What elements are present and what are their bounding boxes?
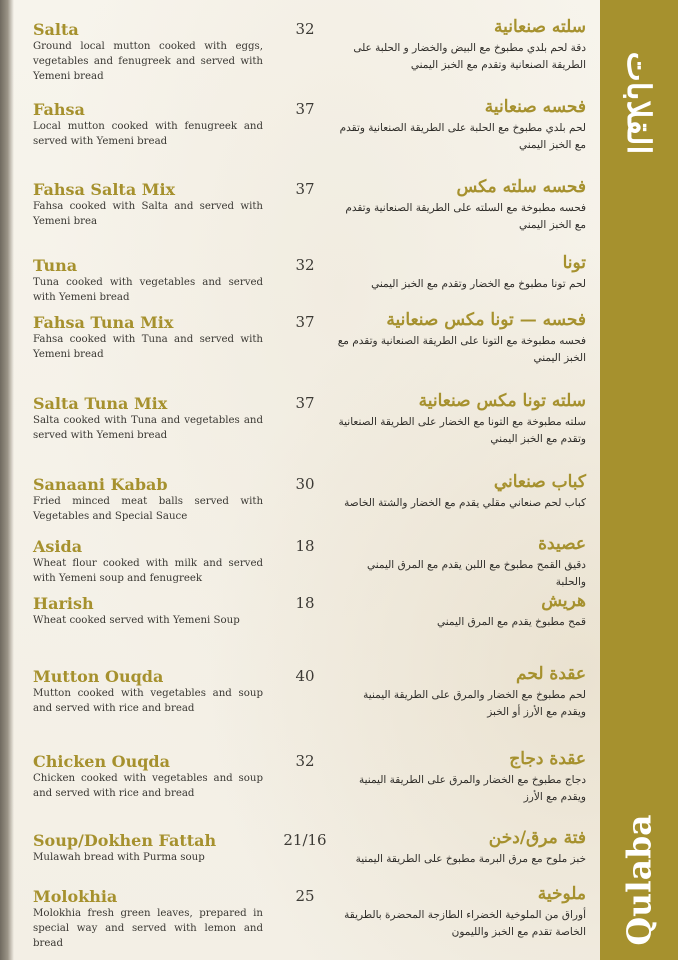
item-price: 30 bbox=[295, 475, 315, 493]
item-description-arabic: لحم بلدي مطبوخ مع الحلبة على الطريقة الصنعانية وتقدم مع الخبز اليمني bbox=[339, 122, 586, 151]
item-price: 32 bbox=[295, 20, 315, 38]
item-name-arabic: فحسه صنعانية bbox=[484, 97, 586, 117]
item-description-arabic: كباب لحم صنعاني مقلي يقدم مع الخضار والشتة الخاصة bbox=[344, 497, 586, 509]
item-description: Local mutton cooked with fenugreek and served with Yemeni bread bbox=[33, 121, 263, 147]
item-description-arabic: دقة لحم بلدي مطبوخ مع البيض والخضار و الحلبة على الطريقة الصنعانية وتقدم مع الخبز اليمني bbox=[353, 42, 586, 71]
item-description: Salta cooked with Tuna and vegetables and served with Yemeni bread bbox=[33, 415, 263, 441]
item-name: Harish bbox=[33, 594, 94, 613]
item-name: Molokhia bbox=[33, 887, 118, 906]
item-name: Mutton Ouqda bbox=[33, 667, 164, 686]
item-name: Fahsa Tuna Mix bbox=[33, 313, 174, 332]
item-description-arabic: قمح مطبوخ يقدم مع المرق اليمني bbox=[436, 616, 586, 628]
item-name-arabic: عقدة دجاج bbox=[509, 749, 586, 769]
item-description: Tuna cooked with vegetables and served with Yemeni bread bbox=[33, 277, 263, 303]
item-description: Fahsa cooked with Tuna and served with Yemeni bread bbox=[33, 334, 263, 360]
item-name: Salta Tuna Mix bbox=[33, 394, 168, 413]
item-name-arabic: فحسه سلته مكس bbox=[456, 177, 586, 197]
item-name: Soup/Dokhen Fattah bbox=[33, 831, 217, 850]
item-description-arabic: لحم تونا مطبوخ مع الخضار وتقدم مع الخبز اليمني bbox=[371, 278, 586, 290]
item-description: Chicken cooked with vegetables and soup and served with rice and bread bbox=[33, 773, 263, 799]
item-description-arabic: دجاج مطبوخ مع الخضار والمرق على الطريقة اليمنية ويقدم مع الأرز bbox=[359, 774, 586, 803]
section-title-arabic: القلابات bbox=[620, 51, 658, 155]
item-name: Chicken Ouqda bbox=[33, 752, 170, 771]
item-description: Ground local mutton cooked with eggs, vegetables and fenugreek and served with Yemeni bread bbox=[33, 41, 263, 82]
item-price: 40 bbox=[295, 667, 315, 685]
item-description: Wheat flour cooked with milk and served with Yemeni soup and fenugreek bbox=[33, 558, 263, 584]
item-name-arabic: فحسه — تونا مكس صنعانية bbox=[386, 310, 586, 330]
item-name-arabic: سلته صنعانية bbox=[494, 17, 586, 37]
item-name: Tuna bbox=[33, 256, 78, 275]
item-price: 18 bbox=[295, 537, 315, 555]
item-name-arabic: فتة مرق/دخن bbox=[488, 828, 586, 848]
item-price: 18 bbox=[295, 594, 315, 612]
item-price: 25 bbox=[295, 887, 315, 905]
item-name-arabic: عقدة لحم bbox=[516, 664, 586, 684]
item-description: Wheat cooked served with Yemeni Soup bbox=[33, 615, 240, 626]
item-description-arabic: فحسه مطبوخة مع التونا على الطريقة الصنعانية وتقدم مع الخبز اليمني bbox=[337, 335, 586, 364]
item-name: Asida bbox=[33, 537, 83, 556]
item-name: Fahsa bbox=[33, 100, 85, 119]
item-price: 37 bbox=[295, 100, 315, 118]
item-name: Sanaani Kabab bbox=[33, 475, 168, 494]
item-description-arabic: لحم مطبوخ مع الخضار والمرق على الطريقة اليمنية ويقدم مع الأرز أو الخبز bbox=[363, 689, 586, 718]
item-price: 32 bbox=[295, 752, 315, 770]
item-description-arabic: خبز ملوح مع مرق البرمة مطبوخ على الطريقة اليمنية bbox=[355, 853, 586, 865]
item-name-arabic: تونا bbox=[562, 253, 586, 273]
page-edge-shadow bbox=[0, 0, 14, 960]
item-price: 37 bbox=[295, 313, 315, 331]
item-price: 21/16 bbox=[283, 831, 327, 849]
item-price: 37 bbox=[295, 394, 315, 412]
item-price: 32 bbox=[295, 256, 315, 274]
item-description: Fried minced meat balls served with Vegetables and Special Sauce bbox=[33, 496, 263, 522]
item-name: Salta bbox=[33, 20, 79, 39]
item-description: Mutton cooked with vegetables and soup and served with rice and bread bbox=[33, 688, 263, 714]
item-description-arabic: سلته مطبوخة مع التونا مع الخضار على الطريقة الصنعانية وتقدم مع الخبز اليمني bbox=[338, 416, 586, 445]
item-description-arabic: دقيق القمح مطبوخ مع اللبن يقدم مع المرق اليمني والحلبة bbox=[366, 559, 586, 588]
item-description: Fahsa cooked with Salta and served with Yemeni brea bbox=[33, 201, 263, 227]
item-description-arabic: فحسه مطبوخة مع السلته على الطريقة الصنعانية وتقدم مع الخبز اليمني bbox=[345, 202, 586, 231]
item-name-arabic: كباب صنعاني bbox=[493, 472, 586, 492]
item-description: Molokhia fresh green leaves, prepared in special way and served with lemon and bread bbox=[33, 908, 263, 949]
item-description-arabic: أوراق من الملوخية الخضراء الطازجة المحضرة بالطريقة الخاصة تقدم مع الخبز والليمون bbox=[344, 909, 586, 938]
item-name-arabic: ملوخية bbox=[537, 884, 586, 904]
item-name-arabic: هريش bbox=[541, 591, 586, 611]
item-price: 37 bbox=[295, 180, 315, 198]
item-name: Fahsa Salta Mix bbox=[33, 180, 176, 199]
item-name-arabic: سلته تونا مكس صنعانية bbox=[418, 391, 586, 411]
item-name-arabic: عصيدة bbox=[538, 534, 586, 554]
item-description: Mulawah bread with Purma soup bbox=[33, 852, 205, 863]
section-title: Qulaba bbox=[619, 814, 659, 946]
